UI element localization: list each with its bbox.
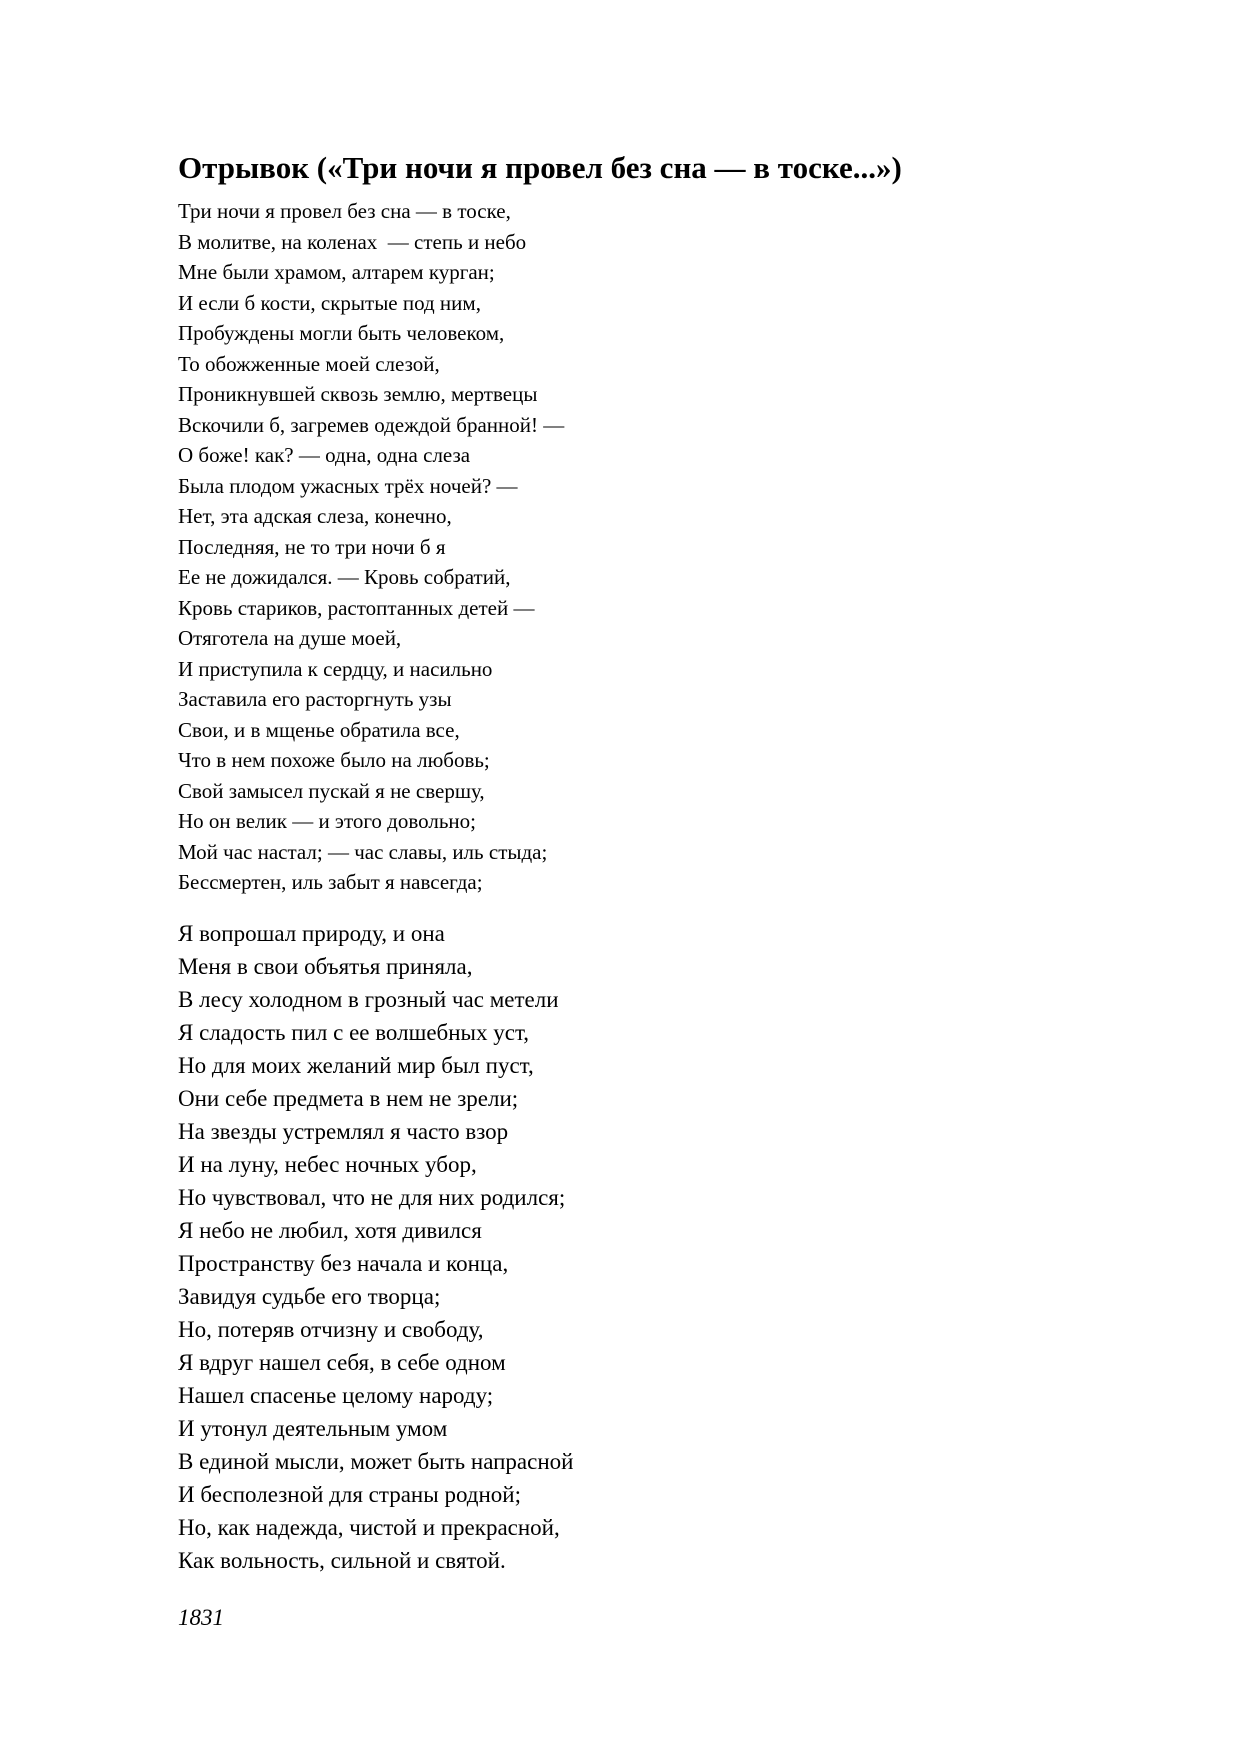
poem-line: Они себе предмета в нем не зрели; — [178, 1086, 519, 1111]
poem-line: О боже! как? — одна, одна слеза — [178, 443, 471, 467]
poem-line: Я сладость пил с ее волшебных уст, — [178, 1020, 530, 1045]
poem-line: Я вдруг нашел себя, в себе одном — [178, 1350, 506, 1375]
poem-line: На звезды устремлял я часто взор — [178, 1119, 509, 1144]
poem-line: Свои, и в мщенье обратила все, — [178, 717, 460, 742]
poem-line: Мне были храмом, алтарем курган; — [178, 260, 495, 284]
stanza-2 — [178, 917, 573, 1577]
poem-line: Нет, эта адская слеза, конечно, — [178, 504, 452, 528]
poem-line: Пробуждены могли быть человеком, — [178, 321, 505, 345]
poem-line: Но чувствовал, что не для них родился; — [178, 1185, 566, 1210]
poem-line: Мой час настал; — час славы, иль стыда; — [178, 839, 548, 864]
poem-line: Пространству без начала и конца, — [178, 1251, 509, 1276]
poem-line: То обожженные моей слезой, — [178, 351, 440, 376]
poem-line: Завидуя судьбе его творца; — [178, 1284, 441, 1309]
poem-line: Но для моих желаний мир был пуст, — [178, 1053, 534, 1078]
poem-line: Кровь стариков, растоптанных детей — — [178, 595, 535, 620]
poem-line: Вскочили б, загремев одеждой бранной! — — [178, 412, 565, 437]
poem-line: Свой замысел пускай я не свершу, — [178, 778, 485, 803]
poem-line: И на луну, небес ночных убор, — [178, 1152, 477, 1177]
poem-line: Как вольность, сильной и святой. — [178, 1548, 506, 1573]
poem-line: Я небо не любил, хотя дивился — [178, 1218, 482, 1243]
poem-line: В единой мысли, может быть напрасной — [178, 1449, 574, 1474]
poem-line: Но он велик — и этого довольно; — [178, 809, 476, 833]
poem-line: Меня в свои объятья приняла, — [178, 954, 473, 979]
poem-line: Отяготела на душе моей, — [178, 626, 402, 650]
poem-line: Ее не дожидался. — Кровь собратий, — [178, 565, 511, 589]
poem-line: Была плодом ужасных трёх ночей? — — [178, 473, 518, 498]
poem-title: Отрывок («Три ночи я провел без сна — в тоске...») — [178, 150, 902, 185]
poem-line: Бессмертен, иль забыт я навсегда; — [178, 870, 483, 894]
poem-line: Заставила его расторгнуть узы — [178, 687, 452, 711]
poem-line: И утонул деятельным умом — [178, 1416, 448, 1441]
stanza-1 — [178, 196, 564, 898]
poem-line: Последняя, не то три ночи б я — [178, 534, 446, 559]
poem-line: Проникнувшей сквозь землю, мертвецы — [178, 382, 538, 406]
poem-line: И приступила к сердцу, и насильно — [178, 656, 493, 681]
poem-line: Что в нем похоже было на любовь; — [178, 748, 490, 772]
poem-line: Я вопрошал природу, и она — [178, 921, 445, 946]
poem-date: 1831 — [178, 1605, 224, 1630]
poem-line: Три ночи я провел без сна — в тоске, — [178, 199, 511, 223]
poem-line: И если б кости, скрытые под ним, — [178, 290, 481, 315]
poem-line: Но, потеряв отчизну и свободу, — [178, 1317, 484, 1342]
poem-line: В лесу холодном в грозный час метели — [178, 987, 559, 1012]
poem-line: Но, как надежда, чистой и прекрасной, — [178, 1515, 560, 1540]
poem-line: В молитве, на коленах — степь и небо — [178, 229, 527, 254]
poem-line: И бесполезной для страны родной; — [178, 1482, 521, 1507]
poem-line: Нашел спасенье целому народу; — [178, 1383, 494, 1408]
